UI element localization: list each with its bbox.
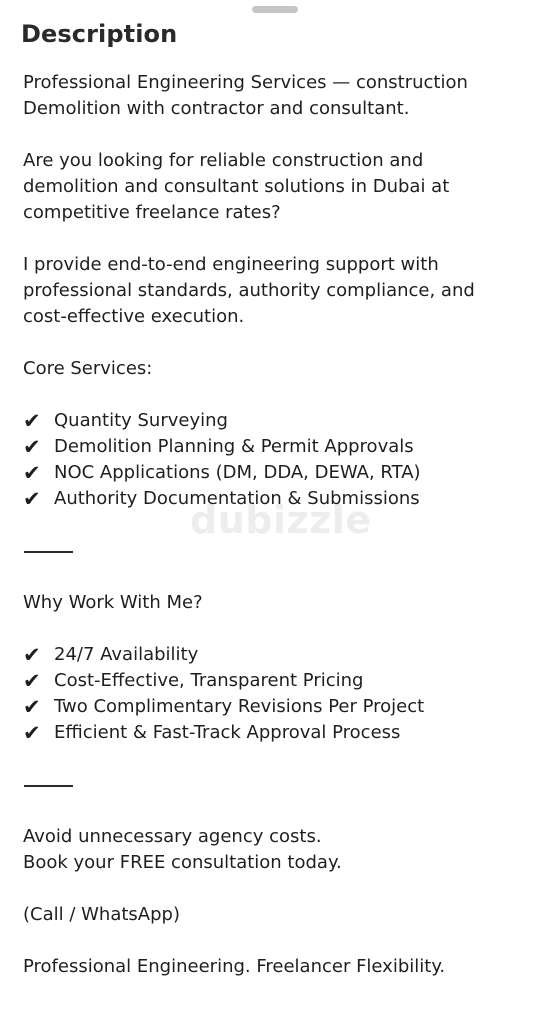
core-services-heading: Core Services:	[23, 358, 153, 379]
divider-line	[24, 785, 73, 787]
core-service-label: Authority Documentation & Submissions	[54, 488, 420, 509]
checkmark-icon: ✔	[23, 435, 41, 459]
section-divider	[23, 538, 528, 564]
why-item-label: Two Complimentary Revisions Per Project	[54, 696, 425, 717]
spacer	[23, 226, 528, 252]
description-title: Description	[21, 20, 178, 48]
offer-line-1: I provide end-to-end engineering support with	[23, 254, 439, 275]
checkmark-icon: ✔	[23, 461, 41, 485]
closing-line-2: Book your FREE consultation today.	[23, 852, 342, 873]
spacer	[23, 122, 528, 148]
closing-line-1: Avoid unnecessary agency costs.	[23, 826, 322, 847]
offer-line-2: professional standards, authority compliance, and	[23, 280, 475, 301]
core-service-label: Demolition Planning & Permit Approvals	[54, 436, 414, 457]
divider-line	[24, 551, 73, 553]
core-service-item	[23, 434, 528, 460]
spacer	[23, 876, 528, 902]
spacer	[23, 382, 528, 408]
question-line-3: competitive freelance rates?	[23, 202, 281, 223]
core-service-label: Quantity Surveying	[54, 410, 228, 431]
checkmark-icon: ✔	[23, 695, 41, 719]
spacer	[23, 798, 528, 824]
section-divider	[23, 772, 528, 798]
intro-line-1: Professional Engineering Services — construction	[23, 72, 468, 93]
why-item	[23, 694, 528, 720]
core-service-label: NOC Applications (DM, DDA, DEWA, RTA)	[54, 462, 421, 483]
core-service-item	[23, 460, 528, 486]
offer-line-3: cost-effective execution.	[23, 306, 245, 327]
checkmark-icon: ✔	[23, 487, 41, 511]
contact-methods: (Call / WhatsApp)	[23, 904, 180, 925]
spacer	[23, 616, 528, 642]
why-item	[23, 642, 528, 668]
description-body	[23, 70, 528, 980]
why-item-label: 24/7 Availability	[54, 644, 199, 665]
dubizzle-watermark-logo: dubizzle	[190, 498, 372, 542]
checkmark-icon: ✔	[23, 643, 41, 667]
spacer	[23, 928, 528, 954]
question-line-1: Are you looking for reliable construction and	[23, 150, 424, 171]
why-item	[23, 720, 528, 746]
core-service-item	[23, 408, 528, 434]
checkmark-icon: ✔	[23, 409, 41, 433]
core-service-item	[23, 486, 528, 512]
question-line-2: demolition and consultant solutions in Dubai at	[23, 176, 450, 197]
spacer	[23, 330, 528, 356]
why-item-label: Cost-Effective, Transparent Pricing	[54, 670, 364, 691]
sheet-drag-handle[interactable]	[252, 6, 298, 13]
why-item-label: Efficient & Fast-Track Approval Process	[54, 722, 401, 743]
spacer	[23, 512, 528, 538]
tagline: Professional Engineering. Freelancer Flexibility.	[23, 956, 446, 977]
checkmark-icon: ✔	[23, 721, 41, 745]
why-item	[23, 668, 528, 694]
intro-line-2: Demolition with contractor and consultant.	[23, 98, 410, 119]
spacer	[23, 746, 528, 772]
spacer	[23, 564, 528, 590]
checkmark-icon: ✔	[23, 669, 41, 693]
why-heading: Why Work With Me?	[23, 592, 203, 613]
